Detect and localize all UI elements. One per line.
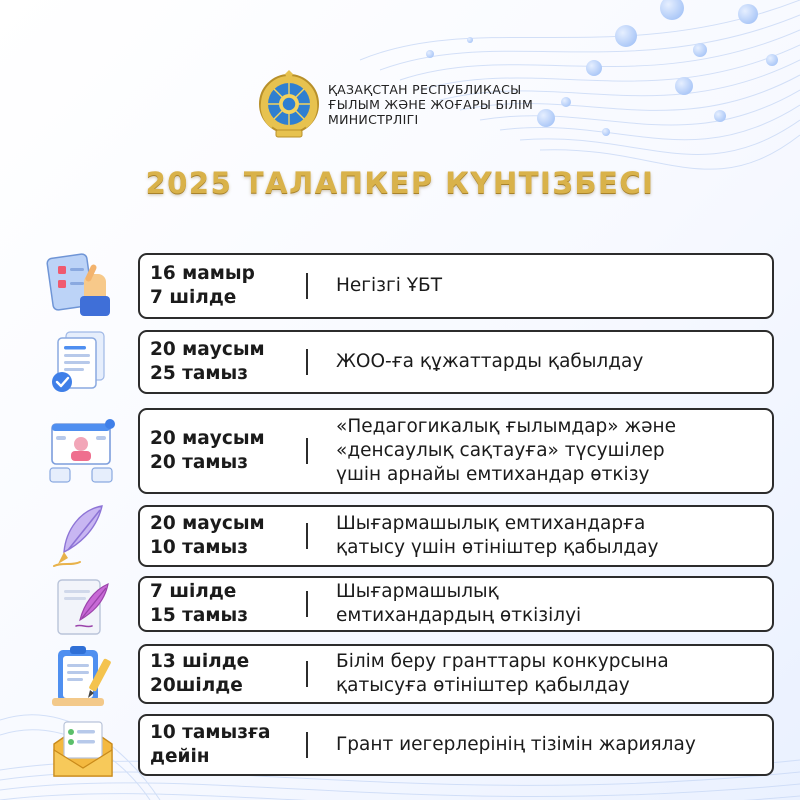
calendar-row xyxy=(138,505,774,567)
row-description xyxy=(336,646,762,702)
description-line: Негізгі ҰБТ xyxy=(336,275,443,296)
date-line: 20 маусым xyxy=(150,339,265,360)
date-line: 16 мамыр xyxy=(150,263,255,284)
date-line: 20 тамыз xyxy=(150,452,248,473)
row-divider xyxy=(306,273,308,299)
description-line: Шығармашылық xyxy=(336,581,499,602)
row-divider xyxy=(306,591,308,617)
calendar-row xyxy=(138,714,774,776)
row-dates xyxy=(150,255,300,317)
row-description xyxy=(336,410,762,492)
date-line: 20 маусым xyxy=(150,513,265,534)
ministry-line: ҚАЗАҚСТАН РЕСПУБЛИКАСЫ xyxy=(328,82,522,97)
paper-feather-icon xyxy=(46,570,120,644)
date-line: 25 тамыз xyxy=(150,363,248,384)
calendar-row xyxy=(138,330,774,394)
description-line: үшін арнайы емтихандар өткізу xyxy=(336,464,650,485)
description-line: Білім беру гранттары конкурсына xyxy=(336,651,669,672)
ministry-line: ҒЫЛЫМ ЖӘНЕ ЖОҒАРЫ БІЛІМ xyxy=(328,97,534,112)
calendar-row xyxy=(138,576,774,632)
page-title: 2025 ТАЛАПКЕР КҮНТІЗБЕСІ xyxy=(145,166,655,200)
test-sheet-icon xyxy=(44,250,118,324)
row-description xyxy=(336,578,762,630)
video-exam-icon xyxy=(44,414,118,488)
date-line: 20шілде xyxy=(150,675,243,696)
row-dates xyxy=(150,578,300,630)
description-line: Шығармашылық емтихандарға xyxy=(336,513,646,534)
description-line: «Педагогикалық ғылымдар» және xyxy=(336,416,677,437)
calendar-row xyxy=(138,644,774,704)
row-description xyxy=(336,255,762,317)
kazakhstan-emblem-icon xyxy=(258,70,320,140)
date-line: 7 шілде xyxy=(150,287,237,308)
description-line: қатысу үшін өтініштер қабылдау xyxy=(336,537,659,558)
calendar-row xyxy=(138,408,774,494)
description-line: қатысуға өтініштер қабылдау xyxy=(336,675,630,696)
row-dates xyxy=(150,507,300,565)
documents-icon xyxy=(44,326,118,400)
description-line: ЖОО-ға құжаттарды қабылдау xyxy=(336,351,644,372)
date-line: 20 маусым xyxy=(150,428,265,449)
date-line: 10 тамыз xyxy=(150,537,248,558)
row-divider xyxy=(306,732,308,758)
row-divider xyxy=(306,438,308,464)
ministry-name xyxy=(328,82,533,127)
date-line: 15 тамыз xyxy=(150,605,248,626)
row-description xyxy=(336,332,762,392)
row-description xyxy=(336,716,762,774)
row-dates xyxy=(150,716,300,774)
date-line: 7 шілде xyxy=(150,581,237,602)
row-description xyxy=(336,507,762,565)
row-divider xyxy=(306,349,308,375)
feather-pen-icon xyxy=(46,500,120,574)
row-dates xyxy=(150,410,300,492)
row-dates xyxy=(150,332,300,392)
row-dates xyxy=(150,646,300,702)
date-line: 13 шілде xyxy=(150,651,250,672)
clipboard-pencil-icon xyxy=(46,638,120,712)
envelope-list-icon xyxy=(46,710,120,784)
row-divider xyxy=(306,661,308,687)
row-divider xyxy=(306,523,308,549)
description-line: «денсаулық сақтауға» түсушілер xyxy=(336,440,665,461)
ministry-line: МИНИСТРЛІГІ xyxy=(328,112,419,127)
date-line: 10 тамызға xyxy=(150,722,271,743)
description-line: емтихандардың өткізілуі xyxy=(336,605,582,626)
description-line: Грант иегерлерінің тізімін жариялау xyxy=(336,734,696,755)
calendar-row xyxy=(138,253,774,319)
date-line: дейін xyxy=(150,746,210,767)
